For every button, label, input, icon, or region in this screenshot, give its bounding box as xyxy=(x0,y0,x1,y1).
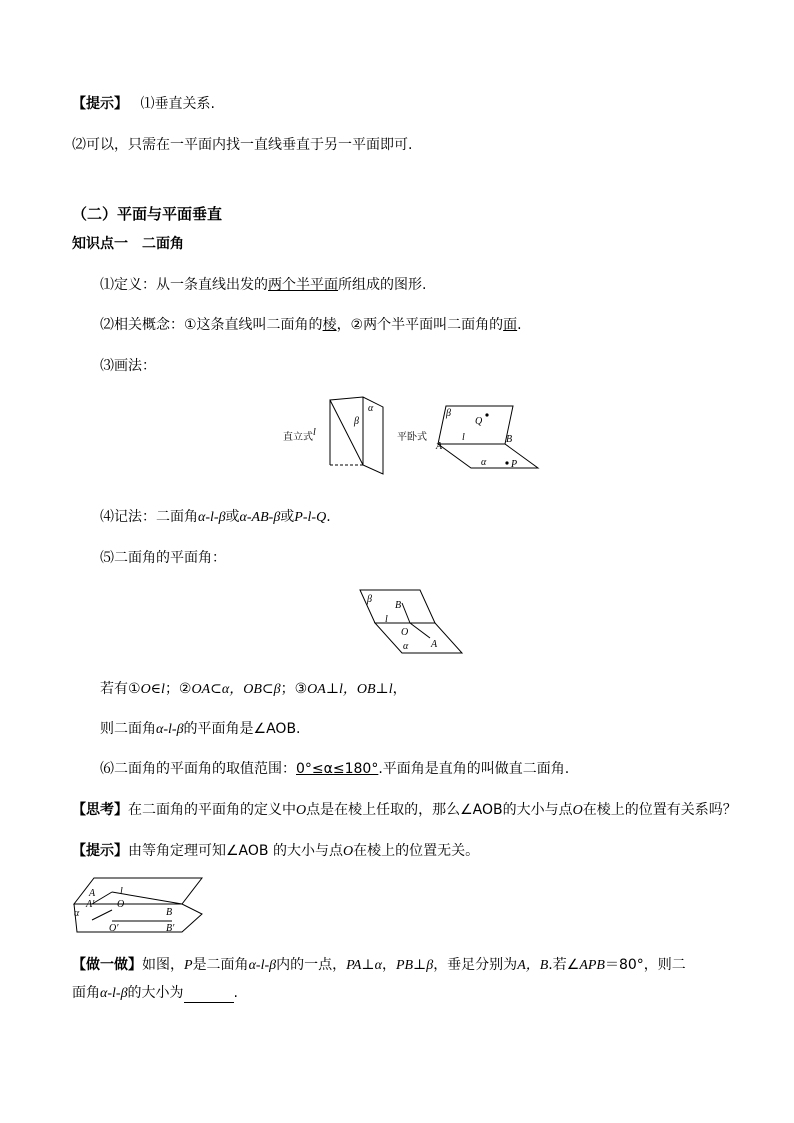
try-end: . xyxy=(233,985,238,1001)
conclusion-line xyxy=(100,720,301,739)
condition-line xyxy=(100,680,407,699)
conclusion-suffix: 的平面角是∠AOB. xyxy=(183,721,301,737)
condition-1: O∈l xyxy=(140,682,165,697)
fig1-beta: β xyxy=(354,416,359,427)
try-expr-2: α-l-β xyxy=(100,986,128,1001)
fig1-A: A xyxy=(436,441,443,452)
fig1-beta2: β xyxy=(446,408,451,419)
conclusion-prefix: 则二面角 xyxy=(100,721,156,737)
try-AB: A，B xyxy=(517,958,549,973)
section-title: （二）平面与平面垂直 xyxy=(72,205,223,223)
hint-line-3 xyxy=(72,842,479,861)
think-O-2: O xyxy=(572,803,583,818)
try-expr-1: α-l-β xyxy=(248,958,277,973)
fig1-l: l xyxy=(313,427,316,438)
fig2-OB xyxy=(402,603,410,623)
range-line xyxy=(100,760,569,778)
notation-suffix: . xyxy=(326,509,331,525)
fig1-P-point xyxy=(505,461,508,464)
fig2-A: A xyxy=(431,639,438,650)
hint3-text-1: 由等角定理可知∠AOB 的大小与点 xyxy=(128,843,343,859)
think-O-1: O xyxy=(296,803,307,818)
try-text-6: ＝80°，则二 xyxy=(604,957,686,973)
try-line-1 xyxy=(72,956,686,975)
try-PA: PA⊥α xyxy=(346,958,382,973)
try-APB: APB xyxy=(579,958,605,973)
def-suffix: 所组成的图形. xyxy=(338,277,427,293)
fig2-l: l xyxy=(385,614,388,625)
hint3-tag: 【提示】 xyxy=(72,843,128,859)
fig1-Q-point xyxy=(485,413,488,416)
fig1-alpha: α xyxy=(368,403,374,414)
notation-prefix: ⑷记法：二面角 xyxy=(100,509,198,525)
concept-line xyxy=(100,316,522,334)
upright-label: 直立式 xyxy=(283,432,313,443)
range-prefix: ⑹二面角的平面角的取值范围： xyxy=(100,761,296,777)
fig3-l: l xyxy=(120,886,123,897)
notation-or-1: 或 xyxy=(225,509,240,525)
think-line xyxy=(72,801,737,820)
fig3-O2A2 xyxy=(92,910,112,920)
concept-suffix: . xyxy=(517,317,522,333)
equal-angle-figure xyxy=(72,876,207,936)
hint-text: ⑴垂直关系. xyxy=(140,96,215,112)
hint-line-1 xyxy=(72,95,215,113)
try-text-2: 是二面角 xyxy=(192,957,249,973)
condition-suffix: ， xyxy=(392,681,407,697)
condition-sep-2: ；③ xyxy=(280,681,308,697)
try-text-1: 如图， xyxy=(142,957,184,973)
fig3-B-prime: B′ xyxy=(166,923,175,934)
try-text-5: .若∠ xyxy=(548,957,580,973)
def-underlined: 两个半平面 xyxy=(268,277,338,293)
think-text-2: 点是在棱上任取的，那么∠AOB的大小与点 xyxy=(306,802,573,818)
fig2-beta: β xyxy=(367,594,372,605)
fig2-O: O xyxy=(401,627,409,638)
fig1-alpha-plane xyxy=(438,444,538,468)
think-text-3: 在棱上的位置有关系吗？ xyxy=(582,802,737,818)
fig1-Q: Q xyxy=(475,416,483,427)
concept-edge: 棱 xyxy=(322,317,337,333)
drawing-label: ⑶画法： xyxy=(100,358,156,374)
notation-expr-2: α-AB-β xyxy=(239,510,281,525)
hint-line-2: ⑵可以，只需在一平面内找一直线垂直于另一平面即可. xyxy=(72,137,413,153)
try-text-3: 内的一点， xyxy=(276,957,347,973)
fig3-A-prime: A′ xyxy=(86,899,95,910)
try-text-8: 的大小为 xyxy=(127,985,184,1001)
try-P: P xyxy=(184,958,193,973)
concept-face: 面 xyxy=(503,317,518,333)
fig2-alpha-plane xyxy=(375,623,462,653)
try-line-2 xyxy=(72,984,238,1003)
condition-3: OA⊥l，OB⊥l xyxy=(307,682,393,697)
fig3-O-prime: O′ xyxy=(109,923,119,934)
fig3-O: O xyxy=(117,899,125,910)
plane-angle-figure xyxy=(355,586,465,656)
dihedral-drawing-figure xyxy=(280,392,550,478)
notation-line xyxy=(100,508,331,527)
condition-prefix: 若有① xyxy=(100,681,141,697)
fig3-alpha: α xyxy=(74,908,80,919)
fig1-upright-plane xyxy=(330,397,383,474)
think-text-1: 在二面角的平面角的定义中 xyxy=(128,802,296,818)
try-text-7: 面角 xyxy=(72,985,100,1001)
definition-line xyxy=(100,276,426,294)
range-underlined: 0°≤α≤180° xyxy=(296,761,379,777)
range-suffix: .平面角是直角的叫做直二面角. xyxy=(378,761,570,777)
try-PB: PB⊥β xyxy=(395,958,434,973)
fig2-OA xyxy=(410,623,430,638)
knowledge-title: 知识点一 二面角 xyxy=(72,236,184,252)
hint3-text-2: 在棱上的位置无关。 xyxy=(353,843,480,859)
fig1-P: P xyxy=(511,459,518,470)
fig1-B: B xyxy=(506,434,513,445)
plane-angle-label: ⑸二面角的平面角： xyxy=(100,550,226,566)
fig3-A: A xyxy=(89,888,96,899)
notation-expr-1: α-l-β xyxy=(198,510,226,525)
concept-middle: ，②两个半平面叫二面角的 xyxy=(336,317,504,333)
answer-blank[interactable] xyxy=(184,988,234,1003)
try-tag: 【做一做】 xyxy=(72,957,142,973)
notation-or-2: 或 xyxy=(280,509,295,525)
hint-tag: 【提示】 xyxy=(72,96,128,112)
fig3-B: B xyxy=(166,907,173,918)
think-tag: 【思考】 xyxy=(72,802,128,818)
fig2-B: B xyxy=(395,600,402,611)
concept-prefix: ⑵相关概念：①这条直线叫二面角的 xyxy=(100,317,323,333)
flat-label: 平卧式 xyxy=(397,432,427,443)
fig1-l2: l xyxy=(462,432,465,443)
hint3-O: O xyxy=(342,844,354,859)
try-comma: ， xyxy=(381,957,396,973)
condition-2: OA⊂α，OB⊂β xyxy=(191,682,281,697)
notation-expr-3: P-l-Q xyxy=(294,510,327,525)
fig2-alpha: α xyxy=(403,641,409,652)
fig1-alpha2: α xyxy=(481,457,487,468)
condition-sep-1: ；② xyxy=(164,681,192,697)
try-text-4: ，垂足分别为 xyxy=(433,957,518,973)
conclusion-expr: α-l-β xyxy=(156,722,184,737)
def-prefix: ⑴定义：从一条直线出发的 xyxy=(100,277,268,293)
